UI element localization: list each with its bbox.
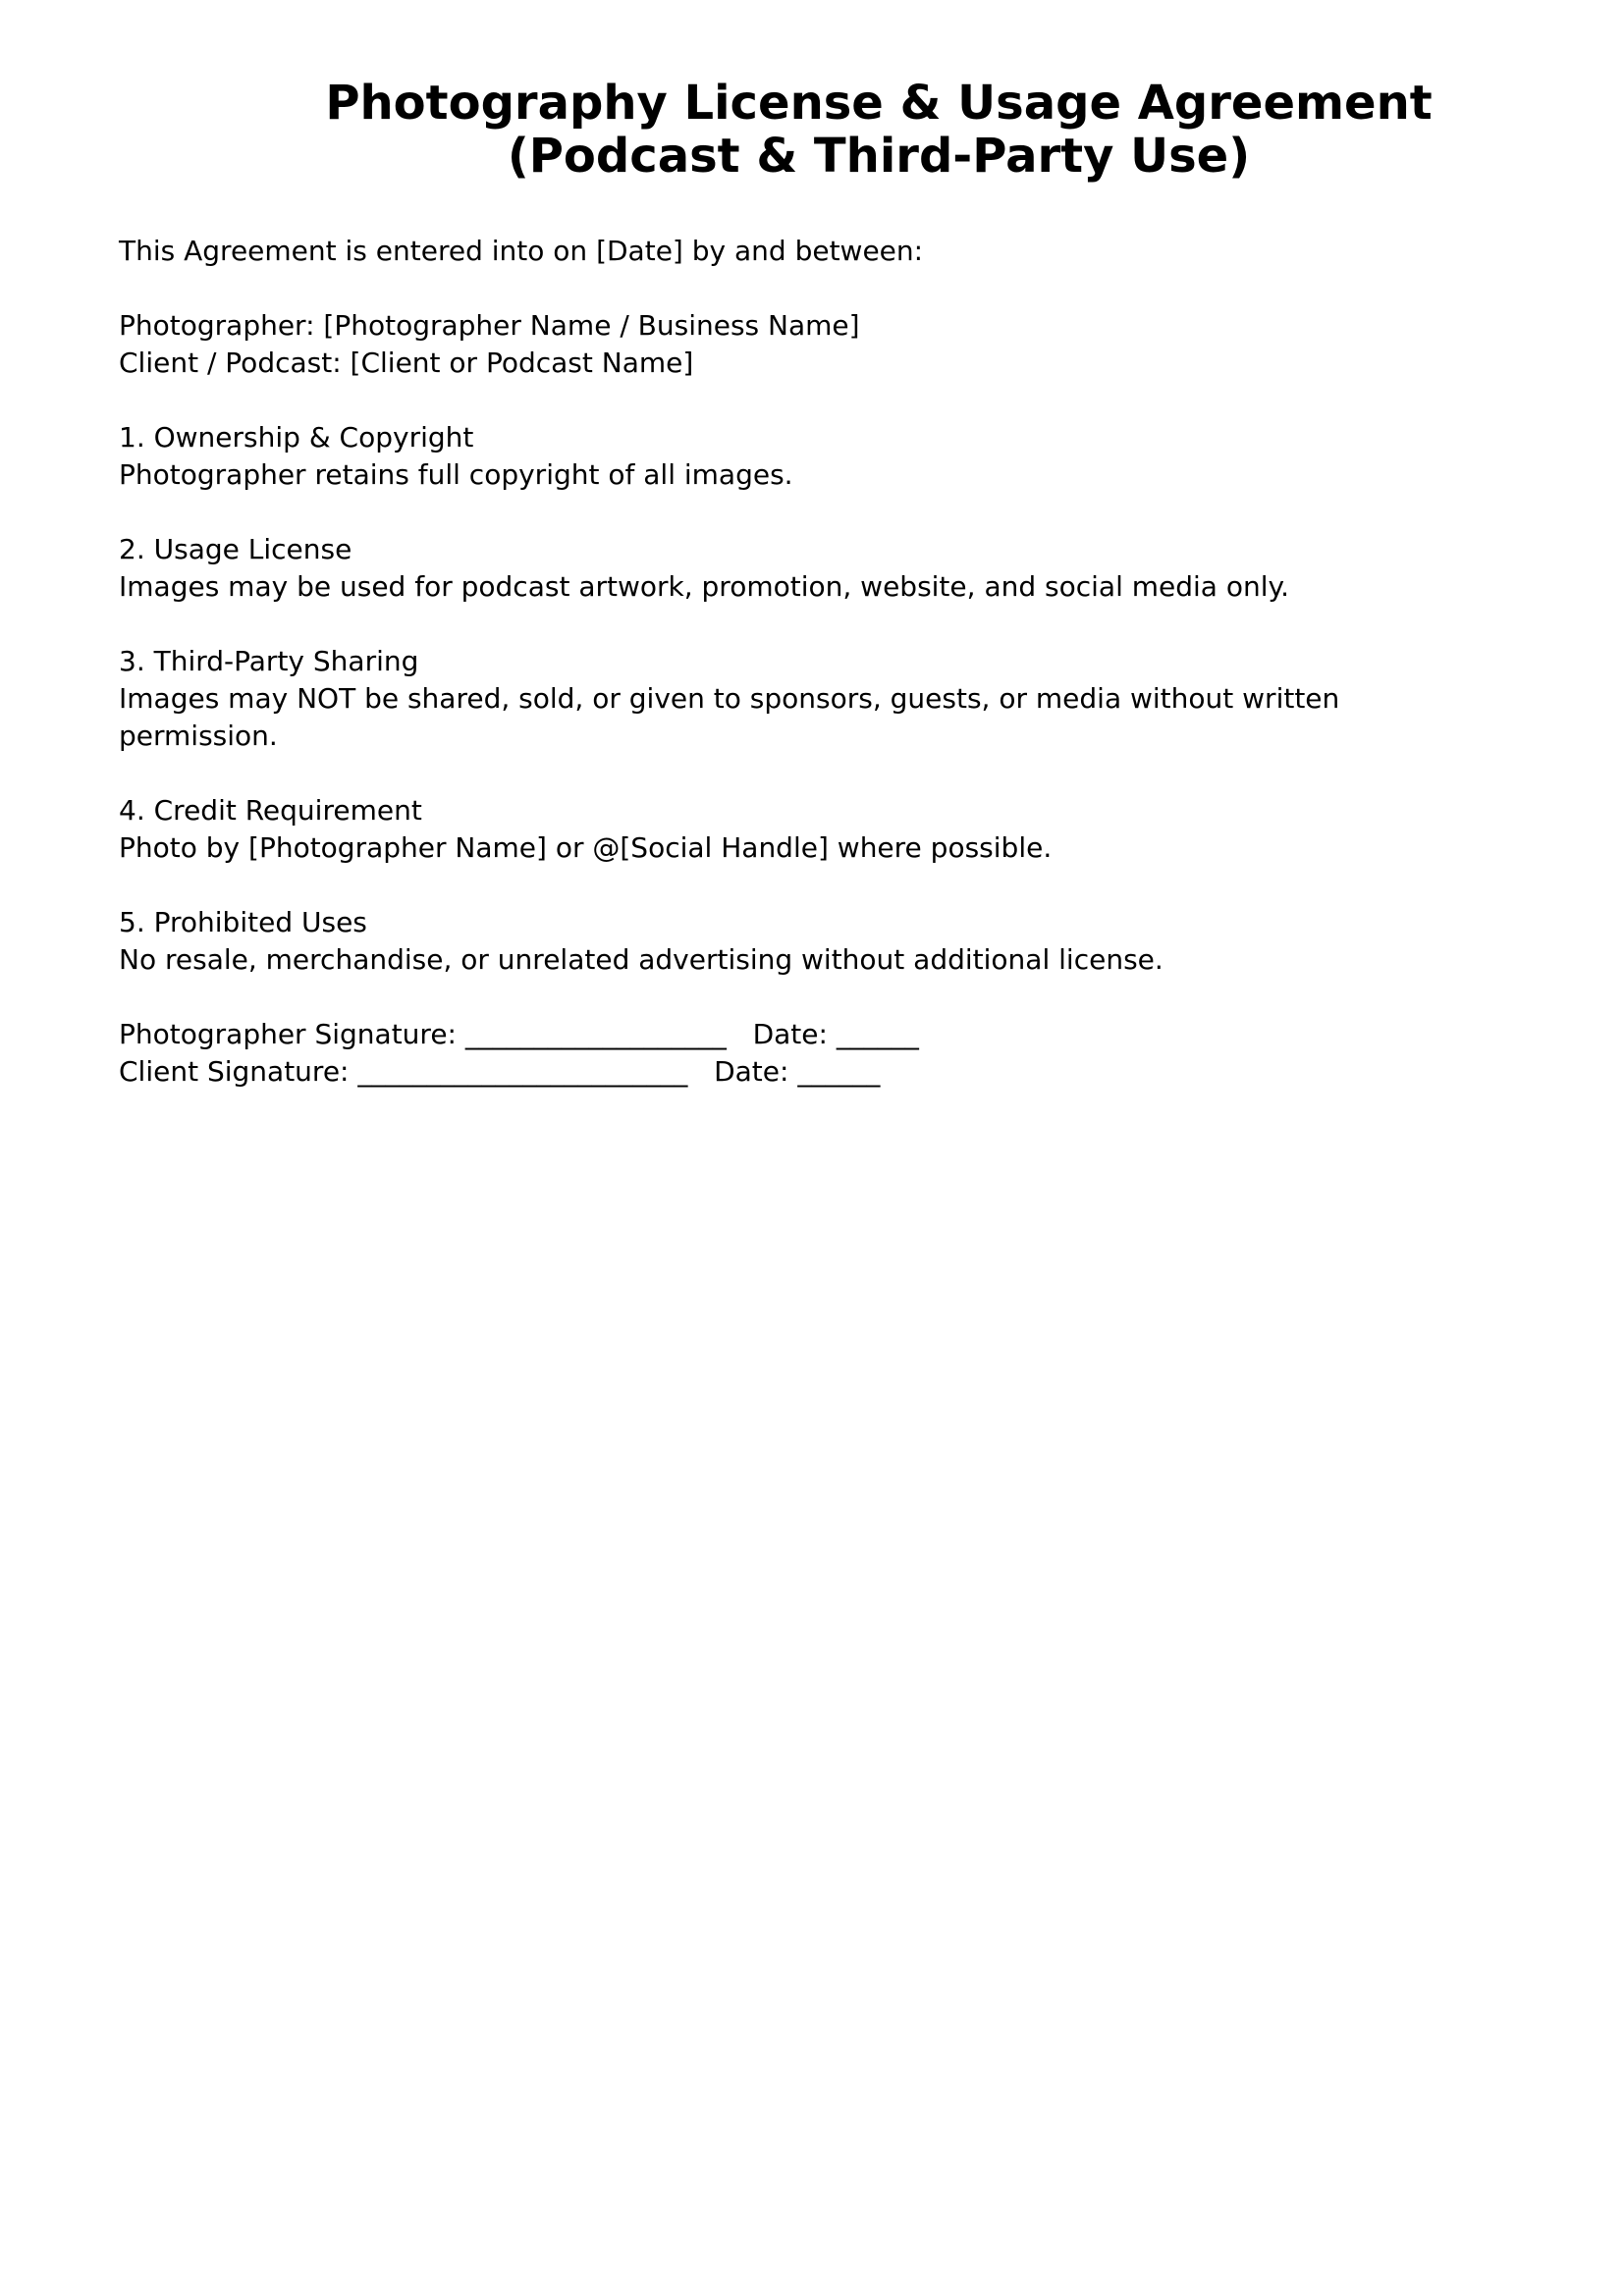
client-signature-line: Client Signature: ________________________ Date: ______ <box>119 1055 881 1088</box>
photographer-party: Photographer: [Photographer Name / Business Name] <box>119 309 860 342</box>
section-body: No resale, merchandise, or unrelated advertising without additional license. <box>119 943 1164 976</box>
section-ownership <box>119 419 1395 494</box>
signature-block <box>119 1016 1395 1091</box>
intro-text: This Agreement is entered into on [Date] by and between: <box>119 235 924 267</box>
section-third-party-sharing <box>119 643 1395 755</box>
section-heading: 1. Ownership & Copyright <box>119 421 474 454</box>
section-heading: 5. Prohibited Uses <box>119 906 367 938</box>
section-body: Photographer retains full copyright of all images. <box>119 458 793 491</box>
section-body: Photo by [Photographer Name] or @[Social Handle] where possible. <box>119 831 1053 864</box>
section-body: Images may be used for podcast artwork, promotion, website, and social media only. <box>119 570 1289 603</box>
title-line-1: Photography License & Usage Agreement <box>325 76 1433 131</box>
section-body-line-2: permission. <box>119 720 278 752</box>
section-heading: 4. Credit Requirement <box>119 794 422 827</box>
section-credit-requirement <box>119 792 1395 867</box>
section-prohibited-uses <box>119 904 1395 979</box>
section-heading: 3. Third-Party Sharing <box>119 645 419 677</box>
title-line-2: (Podcast & Third-Party Use) <box>507 129 1251 184</box>
document-title <box>0 77 1624 183</box>
section-heading: 2. Usage License <box>119 533 352 565</box>
section-usage-license <box>119 531 1395 606</box>
client-party: Client / Podcast: [Client or Podcast Name] <box>119 347 694 379</box>
photographer-signature-line: Photographer Signature: ___________________ Date: ______ <box>119 1018 919 1050</box>
document-body <box>119 233 1395 1091</box>
section-body-line-1: Images may NOT be shared, sold, or given to sponsors, guests, or media without written <box>119 682 1340 715</box>
